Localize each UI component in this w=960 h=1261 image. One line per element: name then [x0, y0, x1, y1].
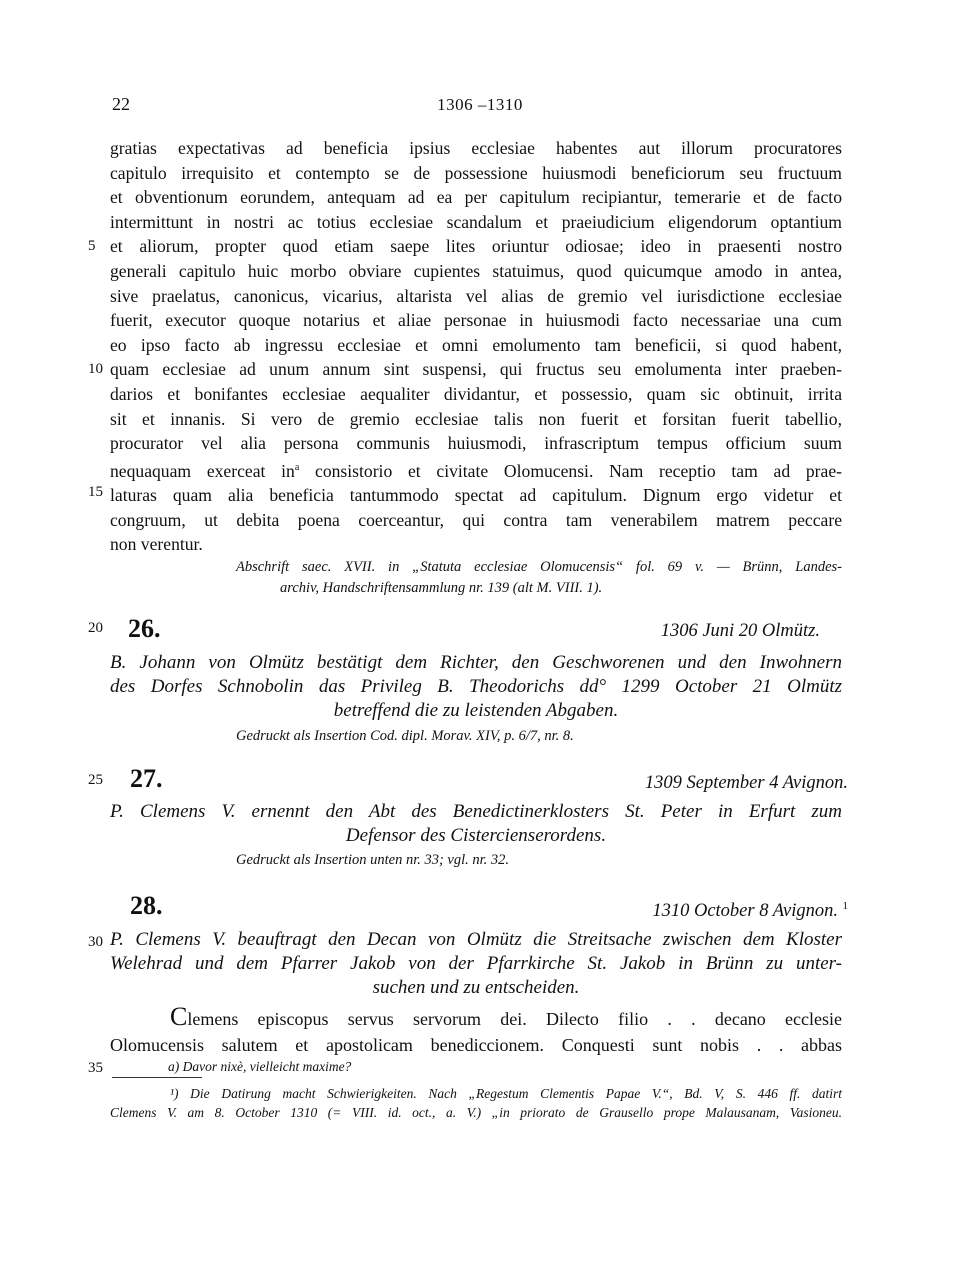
- entry-date: 1306 Juni 20 Olmütz.: [660, 621, 820, 641]
- print-note: Gedruckt als Insertion unten nr. 33; vgl. nr. 32.: [236, 852, 510, 868]
- text-line: et aliorum, propter quod etiam saepe lites oriuntur odiosae; ideo in praesenti nostro: [110, 236, 842, 257]
- text-line: quam ecclesiae ad unum annum sint suspensi, qui fructus seu emolumenta inter praeben-: [110, 359, 842, 380]
- entry-number: 26.: [128, 614, 161, 643]
- text-line: fuerit, executor quoque notarius et aliae personae in huiusmodi facto necessariae una cum: [110, 310, 842, 331]
- text-line: non verentur.: [110, 534, 203, 555]
- footnote-a: a) Davor nixè, vielleicht maxime?: [168, 1059, 352, 1074]
- text-line: congruum, ut debita poena coerceantur, qui contra tam venerabilem matrem peccare: [110, 509, 842, 530]
- text-line: eo ipso facto ab ingressu ecclesiae et omni emolumento tam beneficii, si quod habent,: [110, 334, 842, 355]
- line-number: 15: [88, 484, 103, 500]
- source-note: Abschrift saec. XVII. in „Statuta ecclesiae Olomucensis“ fol. 69 v. — Brünn, Landes-: [236, 559, 842, 575]
- footnote-marker-1: 1: [842, 900, 848, 912]
- line-number: 20: [88, 620, 103, 636]
- letter-line: [110, 1004, 842, 1032]
- drop-cap: C: [170, 1002, 188, 1031]
- letter-line-part: lemens episcopus servus servorum dei. Dilecto filio . . decano ecclesie: [187, 1009, 842, 1029]
- running-title: 1306 –1310: [437, 95, 523, 114]
- footnote-line: ¹) Die Datirung macht Schwierigkeiten. Nach „Regestum Clementis Papae V.“, Bd. V, S. 446 ff. datirt: [170, 1086, 842, 1101]
- body-text: [110, 136, 842, 557]
- text-line: gratias expectativas ad beneficia ipsius ecclesiae habentes aut illorum procuratores: [110, 138, 842, 158]
- text-line: generali capitulo huic morbo obviare cupientes statuimus, quod quicumque amodo in antea,: [110, 260, 842, 281]
- regest-line: B. Johann von Olmütz bestätigt dem Richter, den Geschworenen und den Inwohnern: [110, 652, 842, 673]
- text-line: sit et innanis. Si vero de gremio ecclesiae talis non fuerit et forsitan fuerit tabellio,: [110, 408, 842, 429]
- text-line-part: nequaquam exerceat in: [110, 460, 295, 481]
- regest-line: P. Clemens V. beauftragt den Decan von Olmütz die Streitsache zwischen dem Kloster: [110, 929, 842, 950]
- letter-text: [110, 1004, 842, 1058]
- text-line: intermittunt in nostri ac totius ecclesiae scandalum et praeiudicium eligendorum optantium: [110, 211, 842, 232]
- footnotes: [110, 1084, 842, 1122]
- line-number: 10: [88, 361, 103, 377]
- entry-date: 1310 October 8 Avignon.: [652, 901, 838, 921]
- letter-line: Olomucensis salutem et apostolicam benediccionem. Conquesti sunt nobis . . abbas: [110, 1035, 842, 1055]
- entry-date: 1309 September 4 Avignon.: [644, 773, 848, 793]
- source-note: archiv, Handschriftensammlung nr. 139 (alt M. VIII. 1).: [280, 580, 603, 596]
- text-line: [110, 456, 842, 483]
- regest-line: des Dorfes Schnobolin das Privileg B. Theodorichs dd° 1299 October 21 Olmütz: [110, 676, 842, 697]
- text-line: capitulo irrequisito et contempto se de possessione huiusmodi beneficiorum seu fructuum: [110, 162, 842, 183]
- text-line: laturas quam alia beneficia tantummodo spectat ad capitulum. Dignum ergo videtur et: [110, 485, 842, 506]
- entry-number: 28.: [130, 891, 163, 920]
- regest-line: Welehrad und dem Pfarrer Jakob von der Pfarrkirche St. Jakob in Brünn zu unter-: [110, 953, 842, 974]
- line-number: 35: [88, 1060, 103, 1076]
- text-line: et obventionum eorundem, antequam ad ea per capitulum recipiantur, temerarie et de facto: [110, 187, 842, 208]
- regest-line: betreffend die zu leistenden Abgaben.: [333, 700, 619, 721]
- footnote-marker-a: a: [294, 461, 300, 473]
- entry-regest: [110, 800, 842, 848]
- entry-regest: [110, 928, 842, 1000]
- entry-regest: [110, 651, 842, 723]
- line-number: 30: [88, 934, 103, 950]
- print-note: Gedruckt als Insertion Cod. dipl. Morav. XIV, p. 6/7, nr. 8.: [236, 728, 574, 744]
- text-line: darios et bonifantes ecclesiae aequaliter dividantur, et possessio, quam sic obtinuit, irrita: [110, 383, 842, 404]
- entry-number: 27.: [130, 764, 163, 793]
- line-number: 5: [88, 238, 96, 254]
- footnote-divider: [112, 1077, 202, 1078]
- regest-line: suchen und zu entscheiden.: [372, 977, 580, 998]
- footnote-line: Clemens V. am 8. October 1310 (= VIII. id. oct., a. V.) „in priorato de Grausello prope Malausanam, Vasioneu.: [110, 1105, 842, 1120]
- text-line: procurator vel alia persona communis huiusmodi, infrascriptum tempus officium suum: [110, 433, 842, 454]
- text-line: sive praelatus, canonicus, vicarius, altarista vel alias de gremio vel iurisdictione ecclesiae: [110, 285, 842, 306]
- regest-line: Defensor des Cistercienserordens.: [345, 825, 607, 846]
- line-number: 25: [88, 772, 103, 788]
- text-line-part: consistorio et civitate Olomucensi. Nam receptio tam ad prae-: [299, 460, 842, 481]
- page-number: 22: [112, 94, 130, 114]
- regest-line: P. Clemens V. ernennt den Abt des Benedictinerklosters St. Peter in Erfurt zum: [110, 801, 842, 822]
